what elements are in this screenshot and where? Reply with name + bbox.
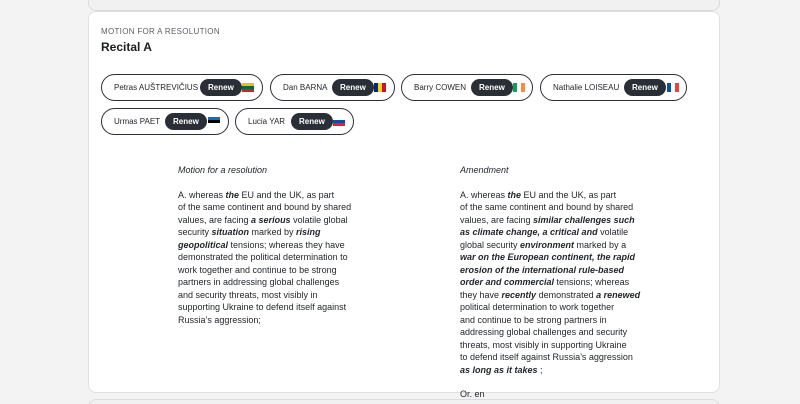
plain-text: and security threats, most visibly in xyxy=(178,289,318,300)
plain-text: A. whereas xyxy=(178,189,226,200)
emphasis-text: as climate change, a critical and xyxy=(460,227,598,237)
text-line xyxy=(178,214,368,227)
plain-text: of the same continent and bound by shared xyxy=(460,202,634,212)
renew-badge[interactable]: Renew xyxy=(332,79,374,96)
member-chip[interactable] xyxy=(540,74,687,101)
plain-text: tensions; whereas they have xyxy=(228,239,345,250)
plain-text: and continue to be strong partners in xyxy=(460,314,607,325)
emphasis-text: as long as it takes xyxy=(460,364,538,375)
france-flag-icon xyxy=(667,83,679,92)
emphasis-text: geopolitical xyxy=(178,239,229,250)
motion-column xyxy=(178,164,368,326)
emphasis-text: the xyxy=(225,189,240,200)
plain-text: marked by xyxy=(249,227,297,237)
plain-text: threats, most visibly in supporting Ukraine xyxy=(460,339,627,350)
estonia-flag-icon xyxy=(208,117,220,126)
member-chip[interactable] xyxy=(235,108,354,135)
text-line xyxy=(178,239,368,252)
text-line xyxy=(460,264,650,277)
text-line xyxy=(460,226,650,239)
text-line xyxy=(178,314,368,327)
renew-badge[interactable]: Renew xyxy=(165,113,207,130)
original-language: Or. en xyxy=(460,389,485,399)
emphasis-text: war on the European continent, the rapid xyxy=(460,252,636,262)
plain-text: demonstrated xyxy=(536,289,597,300)
plain-text: EU and the UK, as part xyxy=(521,189,617,200)
previous-card xyxy=(88,0,720,11)
emphasis-text: a renewed xyxy=(596,289,641,300)
member-name: Lucia YAR xyxy=(248,117,286,126)
member-chip[interactable] xyxy=(101,108,229,135)
text-line xyxy=(178,251,368,264)
plain-text: global security xyxy=(460,239,521,250)
text-line xyxy=(178,301,368,314)
member-chip[interactable] xyxy=(101,74,263,101)
text-line xyxy=(460,239,650,252)
emphasis-text: order and commercial xyxy=(460,277,555,287)
emphasis-text: environment xyxy=(520,239,575,250)
emphasis-text: erosion of the international rule-based xyxy=(460,264,625,275)
renew-badge[interactable]: Renew xyxy=(291,113,333,130)
plain-text: tensions; whereas xyxy=(554,277,630,287)
plain-text: they have xyxy=(460,289,502,300)
amendment-column xyxy=(460,164,650,401)
member-name: Dan BARNA xyxy=(283,83,328,92)
renew-badge[interactable]: Renew xyxy=(471,79,513,96)
renew-badge[interactable]: Renew xyxy=(624,79,666,96)
member-name: Barry COWEN xyxy=(414,83,466,92)
section-kicker: MOTION FOR A RESOLUTION xyxy=(101,27,220,36)
plain-text: marked by a xyxy=(574,239,627,250)
plain-text: supporting Ukraine to defend itself against xyxy=(178,302,347,312)
plain-text: EU and the UK, as part xyxy=(239,189,335,200)
emphasis-text: a serious xyxy=(251,214,291,225)
ireland-flag-icon xyxy=(513,83,525,92)
text-line xyxy=(178,289,368,302)
plain-text: A. whereas xyxy=(460,189,508,200)
slovakia-flag-icon xyxy=(333,117,345,126)
plain-text: political determination to work together xyxy=(460,302,615,312)
text-line xyxy=(460,339,650,352)
renew-badge[interactable]: Renew xyxy=(200,79,242,96)
text-line xyxy=(178,201,368,214)
text-line xyxy=(460,289,650,302)
text-line xyxy=(460,214,650,227)
motion-text xyxy=(178,189,368,327)
emphasis-text: rising xyxy=(296,227,321,237)
text-line xyxy=(460,364,650,377)
plain-text: partners in addressing global challenges xyxy=(178,277,340,287)
plain-text: Russia’s aggression; xyxy=(178,314,261,325)
text-line xyxy=(178,189,368,202)
text-line xyxy=(460,276,650,289)
text-line xyxy=(178,276,368,289)
member-chip[interactable] xyxy=(270,74,395,101)
amendment-text xyxy=(460,189,650,377)
plain-text: values, are facing xyxy=(178,214,252,225)
romania-flag-icon xyxy=(374,83,386,92)
amendment-heading: Amendment xyxy=(460,165,509,175)
plain-text: demonstrated the political determination to xyxy=(178,252,348,262)
plain-text: volatile global xyxy=(290,214,348,225)
text-line xyxy=(178,226,368,239)
text-line xyxy=(460,351,650,364)
plain-text: values, are facing xyxy=(460,214,534,225)
motion-heading: Motion for a resolution xyxy=(178,165,268,175)
next-card xyxy=(88,399,720,404)
text-line xyxy=(460,189,650,202)
plain-text: security xyxy=(178,227,212,237)
text-line xyxy=(460,251,650,264)
plain-text: of the same continent and bound by shared xyxy=(178,202,352,212)
lithuania-flag-icon xyxy=(242,83,254,92)
text-line xyxy=(460,314,650,327)
emphasis-text: situation xyxy=(211,227,250,237)
text-line xyxy=(460,326,650,339)
member-name: Petras AUŠTREVIČIUS xyxy=(114,83,199,92)
amendment-card xyxy=(88,11,720,399)
text-line xyxy=(460,301,650,314)
member-name: Urmas PAET xyxy=(114,117,161,126)
plain-text: work together and continue to be strong xyxy=(178,264,337,275)
emphasis-text: recently xyxy=(501,289,537,300)
member-chip[interactable] xyxy=(401,74,533,101)
plain-text: addressing global challenges and security xyxy=(460,327,628,337)
text-line xyxy=(178,264,368,277)
member-name: Nathalie LOISEAU xyxy=(553,83,620,92)
plain-text: ; xyxy=(537,364,543,375)
text-line xyxy=(460,201,650,214)
plain-text: volatile xyxy=(597,227,629,237)
emphasis-text: similar challenges such xyxy=(533,214,635,225)
plain-text: to defend itself against Russia’s aggression xyxy=(460,352,633,362)
page-title: Recital A xyxy=(101,40,152,54)
emphasis-text: the xyxy=(507,189,522,200)
